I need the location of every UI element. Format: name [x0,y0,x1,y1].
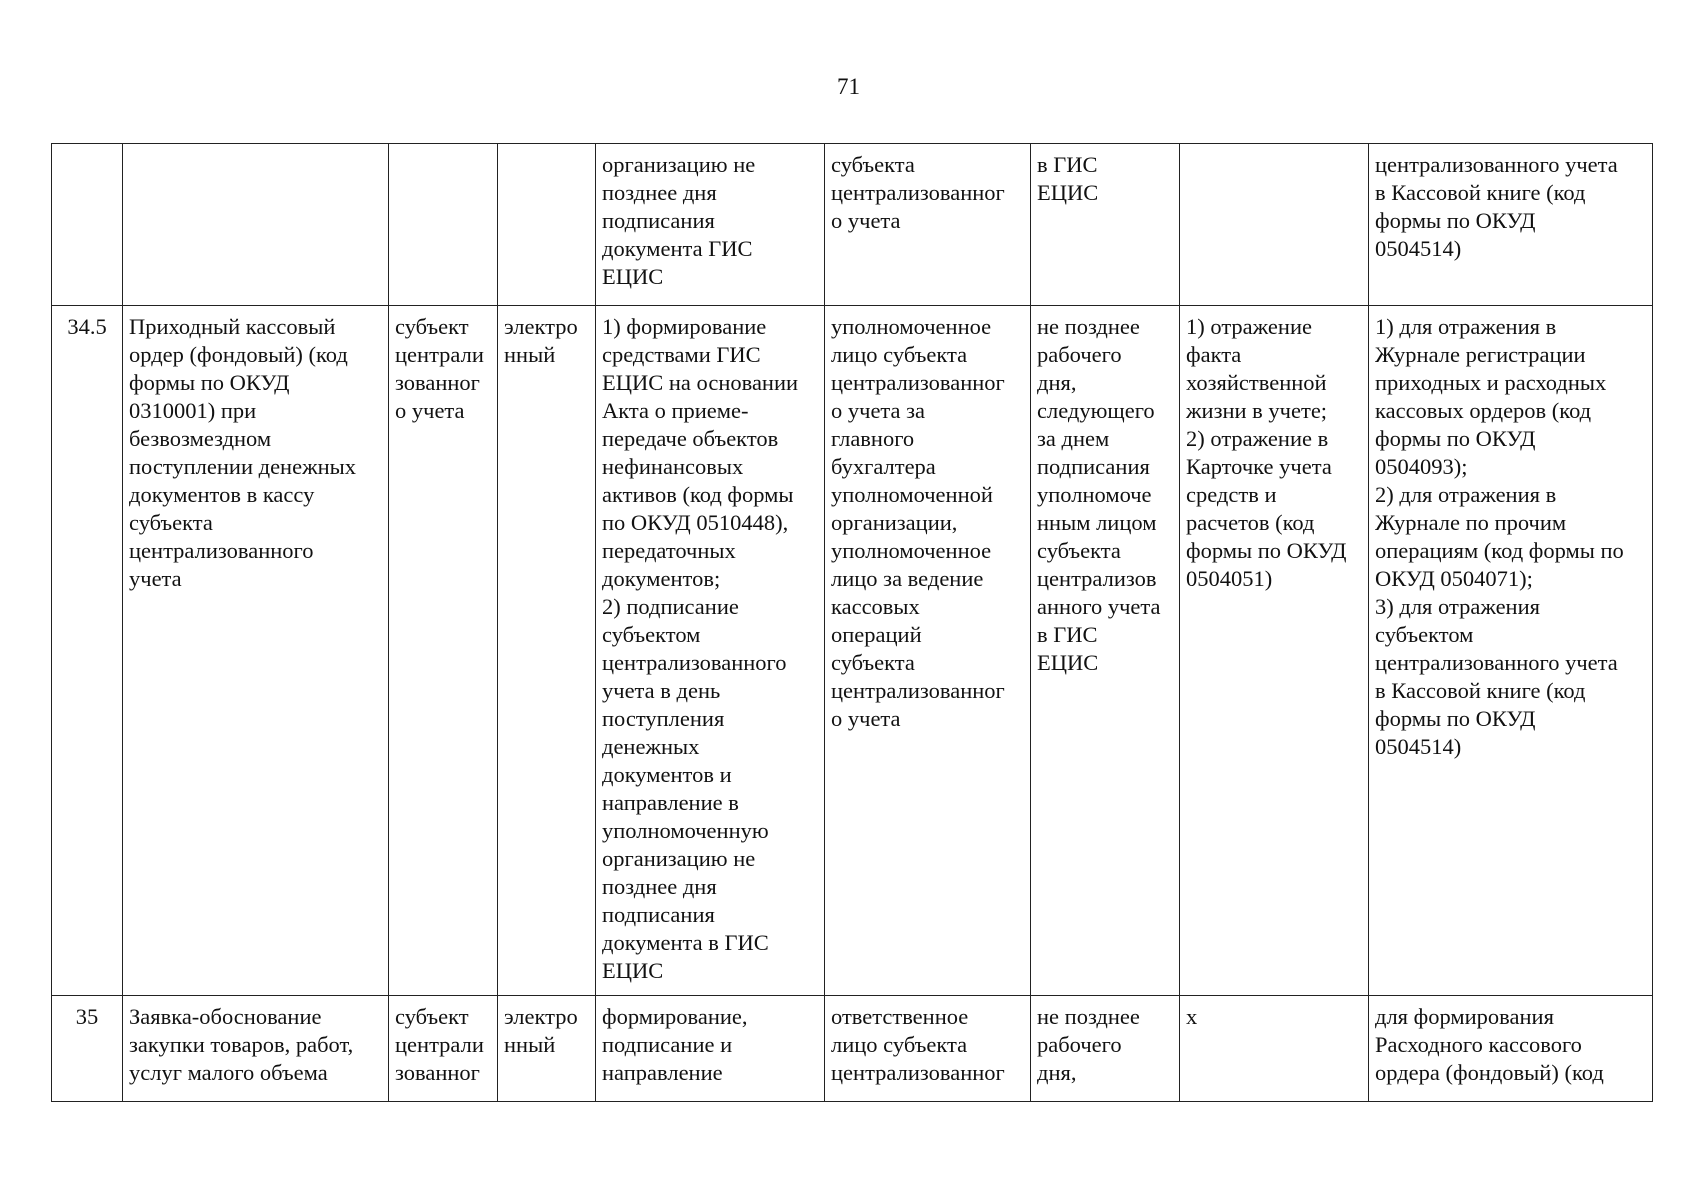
cell-text-line: Заявка-обоснование [129,1004,322,1029]
cell-text-line: направление в [602,790,739,815]
cell-text-line: хозяйственной [1186,370,1327,395]
document-table [51,143,1653,1102]
cell-text-line: централизованног [831,370,1005,395]
cell-text-line: дня, [1037,1060,1077,1085]
cell-text-line: субъект [395,1004,469,1029]
cell-text-line: нефинансовых [602,454,744,479]
cell-text-line: бухгалтера [831,454,936,479]
cell-text-line: Акта о приеме- [602,398,749,423]
cell-text-line: электро [504,1004,578,1029]
cell-text-line: ответственное [831,1004,969,1029]
procedure-cell [596,996,825,1102]
cell-text-line: 1) для отражения в [1375,314,1557,339]
cell-text-line: не позднее [1037,1004,1140,1029]
cell-text-line: о учета [395,398,465,423]
cell-text-line: 3) для отражения [1375,594,1540,619]
procedure-cell [596,306,825,996]
deadline-cell [1031,306,1180,996]
cell-text-line: ОКУД 0504071); [1375,566,1533,591]
cell-text-line: субъектом [602,622,701,647]
cell-text-line: формы по ОКУД [1375,208,1536,233]
creator-cell [389,144,498,306]
cell-text-line: передаточных [602,538,736,563]
format-cell [498,144,596,306]
cell-text-line: уполномоченное [831,538,992,563]
cell-text-line: жизни в учете; [1186,398,1328,423]
cell-text-line: 0504514) [1375,734,1462,759]
cell-text-line: ордер (фондовый) (код [129,342,348,367]
cell-text-line: в ГИС [1037,622,1098,647]
cell-text-line: не позднее [1037,314,1140,339]
table-row [52,996,1653,1102]
cell-text-line: рабочего [1037,342,1122,367]
cell-text-line: ЕЦИС на основании [602,370,799,395]
format-cell [498,306,596,996]
cell-text-line: в ГИС [1037,152,1098,177]
table-row [52,144,1653,306]
cell-text-line: формирование, [602,1004,748,1029]
cell-text-line: ЕЦИС [602,264,664,289]
cell-text-line: дня, [1037,370,1077,395]
cell-text-line: субъект [395,314,469,339]
cell-text-line: главного [831,426,915,451]
cell-text-line: уполномоченное [831,314,992,339]
table-row [52,306,1653,996]
cell-text-line: по ОКУД 0510448), [602,510,789,535]
deadline-cell [1031,996,1180,1102]
deadline-cell [1031,144,1180,306]
cell-text-line: средствами ГИС [602,342,761,367]
cell-text-line: учета [129,566,182,591]
cell-text-line: централи [395,342,484,367]
cell-text-line: электро [504,314,578,339]
cell-text-line: зованног [395,370,480,395]
cell-text-line: лицо субъекта [831,342,968,367]
cell-text-line: субъектом [1375,622,1474,647]
cell-text-line: подписания [1037,454,1150,479]
document-name-cell [123,306,389,996]
cell-text-line: субъекта [129,510,213,535]
cell-text-line: лицо за ведение [831,566,984,591]
cell-text-line: расчетов (код [1186,510,1315,535]
cell-text-line: 1) отражение [1186,314,1312,339]
cell-text-line: о учета [831,706,901,731]
cell-text-line: в Кассовой книге (код [1375,678,1586,703]
row-number-cell: 34.5 [52,306,123,996]
cell-text-line: передаче объектов [602,426,779,451]
cell-text-line: документа ГИС [602,236,753,261]
cell-text-line: кассовых [831,594,920,619]
cell-text-line: Журнале по прочим [1375,510,1567,535]
cell-text-line: операциям (код формы по [1375,538,1624,563]
cell-text-line: 2) для отражения в [1375,482,1557,507]
cell-text-line: лицо субъекта [831,1032,968,1057]
cell-text-line: централизованног [831,678,1005,703]
purpose-cell [1369,144,1653,306]
accounting-effect-cell [1180,306,1369,996]
cell-text-line: подписание и [602,1032,733,1057]
cell-text-line: 0504093); [1375,454,1468,479]
cell-text-line: поступления [602,706,725,731]
document-name-cell [123,996,389,1102]
cell-text-line: формы по ОКУД [1375,706,1536,731]
accounting-effect-cell [1180,996,1369,1102]
cell-text-line: 2) отражение в [1186,426,1329,451]
cell-text-line: субъекта [831,650,915,675]
cell-text-line: документов; [602,566,721,591]
cell-text-line: нный [504,342,556,367]
cell-text-line: централизованного [602,650,787,675]
cell-text-line: централизов [1037,566,1157,591]
cell-text-line: активов (код формы [602,482,794,507]
accounting-effect-cell [1180,144,1369,306]
responsible-cell [825,996,1031,1102]
cell-text-line: нным лицом [1037,510,1157,535]
cell-text-line: организацию не [602,152,756,177]
cell-text-line: централизованного учета [1375,650,1618,675]
creator-cell [389,306,498,996]
cell-text-line: средств и [1186,482,1277,507]
cell-text-line: формы по ОКУД [1375,426,1536,451]
creator-cell [389,996,498,1102]
cell-text-line: закупки товаров, работ, [129,1032,354,1057]
cell-text-line: ордера (фондовый) (код [1375,1060,1604,1085]
cell-text-line: ЕЦИС [602,958,664,983]
cell-text-line: позднее дня [602,874,717,899]
cell-text-line: организации, [831,510,958,535]
page-number: 71 [837,74,860,99]
cell-text-line: централизованного [129,538,314,563]
cell-text-line: ЕЦИС [1037,180,1099,205]
cell-text-line: уполномоченную [602,818,769,843]
cell-text-line: для формирования [1375,1004,1554,1029]
cell-text-line: централизованног [831,180,1005,205]
cell-text-line: в Кассовой книге (код [1375,180,1586,205]
cell-text-line: Карточке учета [1186,454,1332,479]
cell-text-line: 0504514) [1375,236,1462,261]
cell-text-line: зованног [395,1060,480,1085]
cell-text-line: 0310001) при [129,398,257,423]
cell-text-line: операций [831,622,922,647]
procedure-cell [596,144,825,306]
cell-text-line: направление [602,1060,723,1085]
cell-text-line: формы по ОКУД [129,370,290,395]
cell-text-line: факта [1186,342,1242,367]
cell-text-line: централи [395,1032,484,1057]
cell-text-line: документа в ГИС [602,930,769,955]
cell-text-line: поступлении денежных [129,454,357,479]
cell-text-line: подписания [602,902,715,927]
cell-text-line: безвозмездном [129,426,272,451]
cell-text-line: централизованного учета [1375,152,1618,177]
cell-text-line: 2) подписание [602,594,739,619]
cell-text-line: за днем [1037,426,1110,451]
cell-text-line: субъекта [831,152,915,177]
cell-text-line: следующего [1037,398,1155,423]
cell-text-line: о учета за [831,398,926,423]
cell-text-line: Журнале регистрации [1375,342,1586,367]
cell-text-line: Расходного кассового [1375,1032,1582,1057]
cell-text-line: приходных и расходных [1375,370,1607,395]
cell-text-line: Приходный кассовый [129,314,336,339]
purpose-cell [1369,306,1653,996]
cell-text-line: х [1186,1004,1198,1029]
cell-text-line: уполномоченной [831,482,993,507]
cell-text-line: нный [504,1032,556,1057]
cell-text-line: централизованног [831,1060,1005,1085]
cell-text-line: организацию не [602,846,756,871]
row-number-cell: 35 [52,996,123,1102]
cell-text-line: рабочего [1037,1032,1122,1057]
purpose-cell [1369,996,1653,1102]
cell-text-line: позднее дня [602,180,717,205]
cell-text-line: кассовых ордеров (код [1375,398,1592,423]
cell-text-line: документов и [602,762,732,787]
cell-text-line: подписания [602,208,715,233]
cell-text-line: ЕЦИС [1037,650,1099,675]
cell-text-line: уполномоче [1037,482,1152,507]
cell-text-line: формы по ОКУД [1186,538,1347,563]
responsible-cell [825,144,1031,306]
format-cell [498,996,596,1102]
cell-text-line: 1) формирование [602,314,767,339]
cell-text-line: анного учета [1037,594,1161,619]
cell-text-line: субъекта [1037,538,1121,563]
cell-text-line: денежных [602,734,700,759]
cell-text-line: услуг малого объема [129,1060,328,1085]
cell-text-line: документов в кассу [129,482,315,507]
cell-text-line: учета в день [602,678,721,703]
row-number-cell [52,144,123,306]
document-name-cell [123,144,389,306]
cell-text-line: о учета [831,208,901,233]
responsible-cell [825,306,1031,996]
cell-text-line: 0504051) [1186,566,1273,591]
